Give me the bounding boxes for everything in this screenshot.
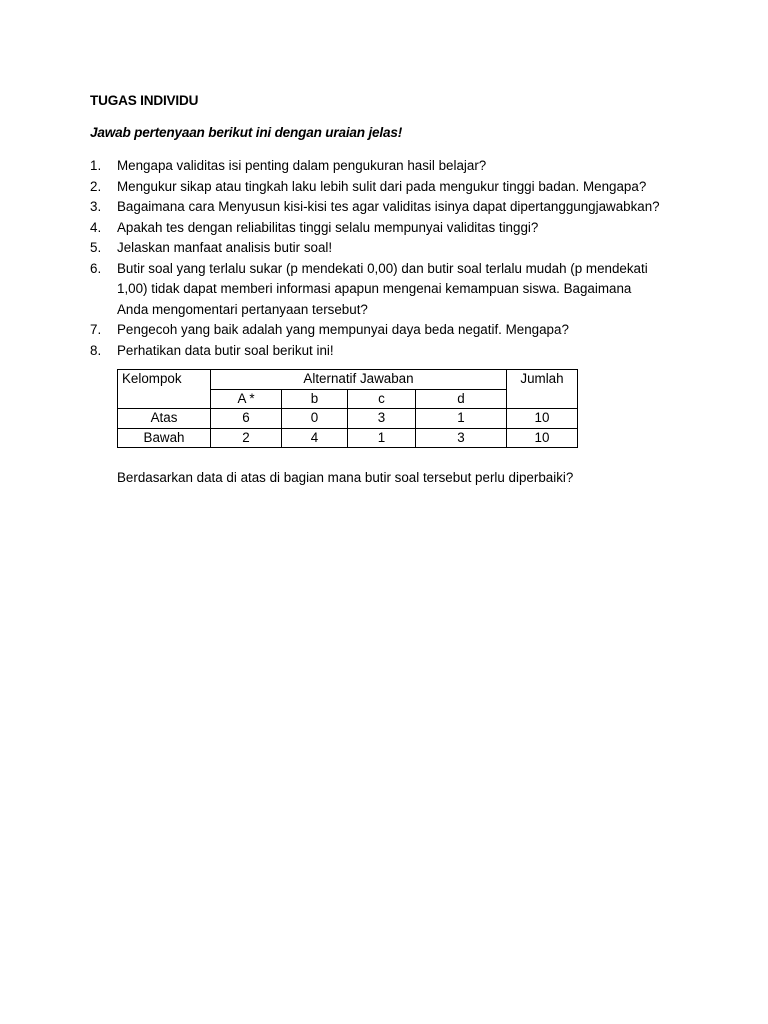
table-cell: 4	[282, 428, 348, 448]
question-text: Butir soal yang terlalu sukar (p mendekati 0,00) dan butir soal terlalu mudah (p mendekati	[117, 260, 648, 276]
table-row	[118, 428, 578, 448]
question-item	[90, 177, 690, 198]
question-item	[90, 156, 690, 177]
table-cell-group: Atas	[118, 409, 211, 429]
question-list	[90, 156, 690, 361]
table-cell: 0	[282, 409, 348, 429]
question-text: Mengukur sikap atau tingkah laku lebih sulit dari pada mengukur tinggi badan. Mengapa?	[117, 178, 647, 194]
table-cell: 3	[348, 409, 416, 429]
question-item	[90, 320, 690, 341]
question-item	[90, 238, 690, 259]
table-row	[118, 409, 578, 429]
table-header-row	[118, 370, 578, 390]
question-text: 1,00) tidak dapat memberi informasi apapun mengenai kemampuan siswa. Bagaimana	[117, 281, 632, 296]
question-number: 1.	[90, 158, 102, 173]
table-cell-total: 10	[507, 409, 578, 429]
table-header-group: Kelompok	[118, 370, 211, 409]
question-number: 2.	[90, 178, 102, 194]
table-cell: 2	[211, 428, 282, 448]
table-option-header: b	[282, 389, 348, 409]
question-text: Jelaskan manfaat analisis butir soal!	[117, 240, 333, 255]
question-item	[90, 218, 690, 239]
question-number: 8.	[90, 342, 102, 358]
question-text: Perhatikan data butir soal berikut ini!	[117, 342, 334, 358]
question-item	[90, 341, 690, 362]
table-option-header: A *	[211, 389, 282, 409]
closing-question: Berdasarkan data di atas di bagian mana butir soal tersebut perlu diperbaiki?	[117, 470, 574, 485]
question-number: 7.	[90, 322, 102, 337]
question-text: Apakah tes dengan reliabilitas tinggi selalu mempunyai validitas tinggi?	[117, 219, 539, 235]
question-number: 6.	[90, 260, 102, 276]
question-text: Anda mengomentari pertanyaan tersebut?	[117, 301, 368, 317]
table-cell: 1	[348, 428, 416, 448]
table-option-header: c	[348, 389, 416, 409]
table-cell: 3	[416, 428, 507, 448]
table-cell: 6	[211, 409, 282, 429]
table-cell-group: Bawah	[118, 428, 211, 448]
table-option-header: d	[416, 389, 507, 409]
question-number: 5.	[90, 240, 102, 255]
question-text: Pengecoh yang baik adalah yang mempunyai daya beda negatif. Mengapa?	[117, 322, 569, 337]
question-item	[90, 259, 690, 321]
question-text: Bagaimana cara Menyusun kisi-kisi tes agar validitas isinya dapat dipertanggungjawabkan?	[117, 199, 660, 214]
table-header-total: Jumlah	[507, 370, 578, 409]
question-item	[90, 197, 690, 218]
table-header-alternatives: Alternatif Jawaban	[211, 370, 507, 390]
question-text: Mengapa validitas isi penting dalam pengukuran hasil belajar?	[117, 158, 487, 173]
table-cell: 1	[416, 409, 507, 429]
document-heading: TUGAS INDIVIDU	[90, 93, 199, 108]
item-analysis-table	[117, 369, 578, 448]
question-number: 3.	[90, 199, 102, 214]
instruction-text: Jawab pertenyaan berikut ini dengan uraian jelas!	[90, 125, 403, 140]
table-cell-total: 10	[507, 428, 578, 448]
question-number: 4.	[90, 219, 102, 235]
